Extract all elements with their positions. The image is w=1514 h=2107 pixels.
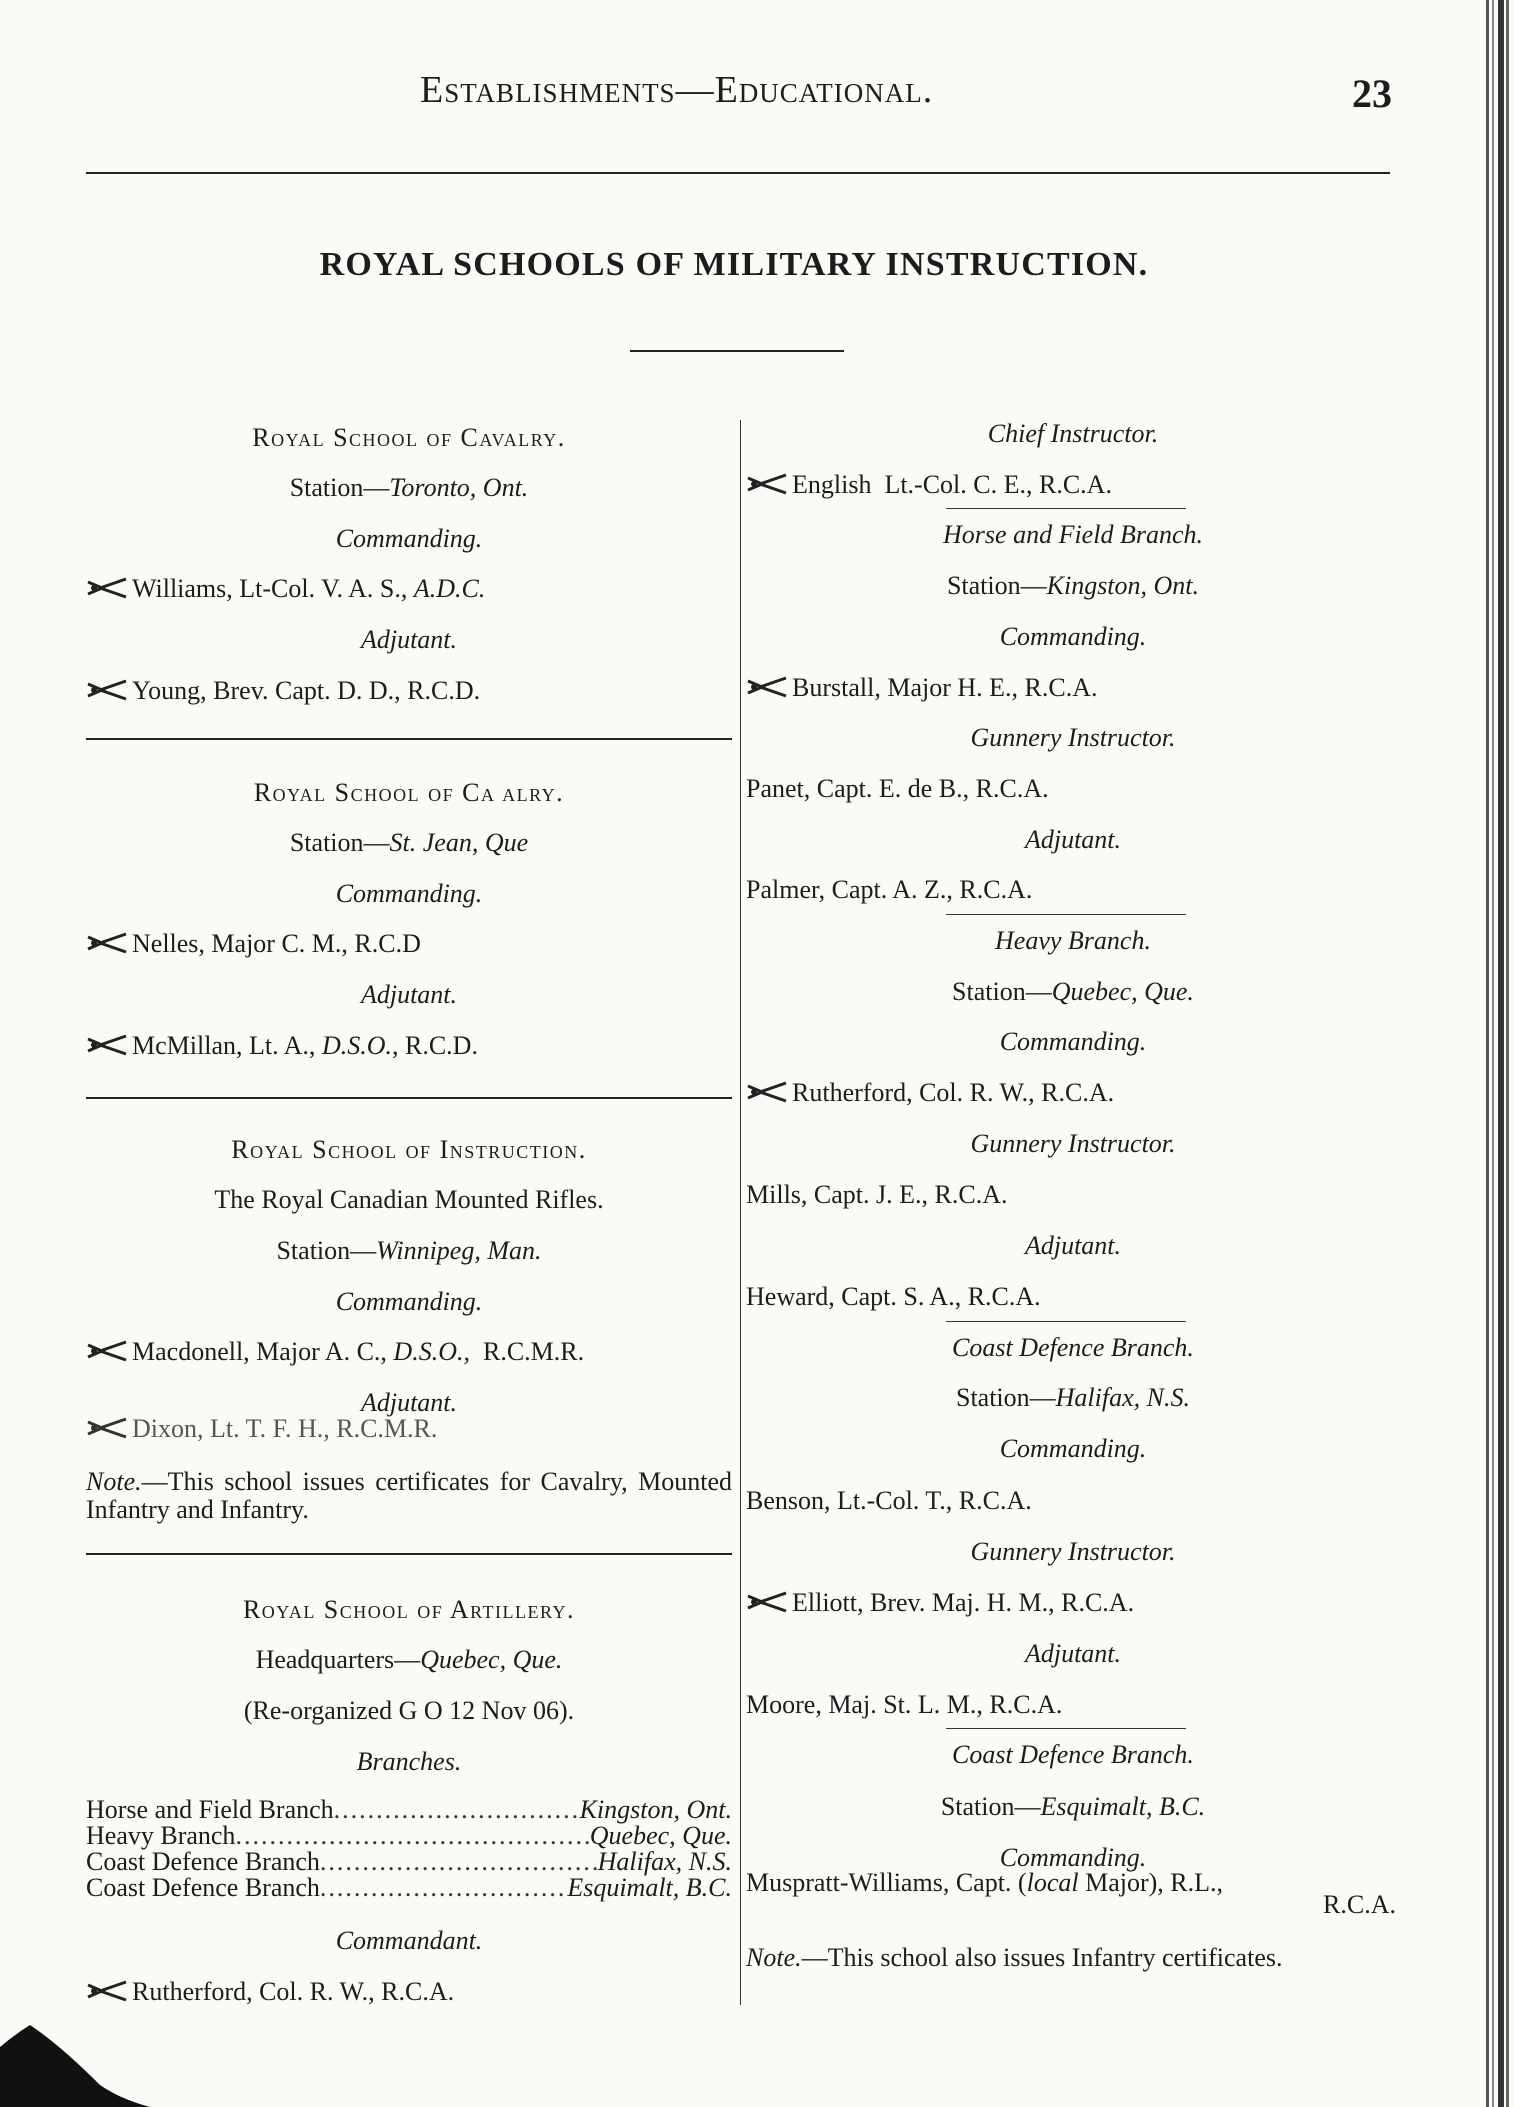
school-note: Note.—This school also issues Infantry certificates.	[746, 1943, 1283, 1972]
crossed-swords-icon	[86, 576, 130, 600]
role-label: Commanding.	[999, 622, 1147, 651]
crossed-swords-icon	[86, 1416, 130, 1440]
branch-rule	[946, 914, 1186, 915]
section-heading: Royal School of Ca alry.	[253, 778, 565, 807]
officer-entry: Benson, Lt.-Col. T., R.C.A.	[746, 1486, 1032, 1515]
role-label: Commanding.	[999, 1027, 1147, 1056]
role-label: Chief Instructor.	[987, 419, 1159, 448]
branch-heading: Coast Defence Branch.	[952, 1740, 1194, 1769]
crossed-swords-icon	[746, 1590, 790, 1614]
role-label: Adjutant.	[360, 625, 458, 654]
officer-entry-continuation: R.C.A.	[1323, 1890, 1396, 1919]
title-rule	[630, 350, 844, 352]
branch-rule	[946, 1728, 1186, 1729]
officer-entry: Williams, Lt-Col. V. A. S., A.D.C.	[86, 574, 485, 604]
officer-entry: Panet, Capt. E. de B., R.C.A.	[746, 774, 1049, 803]
officer-entry: Palmer, Capt. A. Z., R.C.A.	[746, 875, 1033, 904]
role-label: Commanding.	[999, 1434, 1147, 1463]
officer-entry: Burstall, Major H. E., R.C.A.	[746, 673, 1098, 703]
station-line: Station—Esquimalt, B.C.	[940, 1792, 1206, 1821]
officer-entry: Mills, Capt. J. E., R.C.A.	[746, 1180, 1008, 1209]
station-line: Station—Kingston, Ont.	[946, 571, 1200, 600]
column-divider	[740, 420, 741, 2005]
crossed-swords-icon	[86, 931, 130, 955]
crossed-swords-icon	[86, 678, 130, 702]
branch-heading: Coast Defence Branch.	[952, 1333, 1194, 1362]
school-note: Note.—This school issues certificates for Cavalry, Mounted Infantry and Infantry.	[86, 1467, 732, 1524]
section-heading: Royal School of Instruction.	[231, 1135, 587, 1164]
role-label: Gunnery Instructor.	[970, 1537, 1176, 1566]
station-line: Station—Winnipeg, Man.	[276, 1236, 542, 1265]
branch-rule	[946, 1321, 1186, 1322]
crossed-swords-icon	[746, 675, 790, 699]
officer-entry: Young, Brev. Capt. D. D., R.C.D.	[86, 676, 480, 706]
crossed-swords-icon	[86, 1339, 130, 1363]
branch-row: Horse and Field Branch ..... Kingston, Ont.	[86, 1797, 732, 1823]
role-label: Commandant.	[335, 1926, 483, 1955]
crossed-swords-icon	[746, 1080, 790, 1104]
branch-row: Heavy Branch ..... Quebec, Que.	[86, 1823, 732, 1849]
branch-list	[86, 1797, 732, 1901]
branch-row: Coast Defence Branch ..... Esquimalt, B.C.	[86, 1875, 732, 1901]
role-label: Adjutant.	[1024, 825, 1122, 854]
officer-entry: Macdonell, Major A. C., D.S.O., R.C.M.R.	[86, 1337, 584, 1367]
role-label: Gunnery Instructor.	[970, 1129, 1176, 1158]
officer-entry: Dixon, Lt. T. F. H., R.C.M.R.	[86, 1414, 437, 1444]
role-label: Commanding.	[335, 879, 483, 908]
branch-heading: Heavy Branch.	[995, 926, 1151, 955]
crossed-swords-icon	[86, 1033, 130, 1057]
section-rule	[86, 738, 732, 740]
role-label: Adjutant.	[1024, 1639, 1122, 1668]
officer-entry: Moore, Maj. St. L. M., R.C.A.	[746, 1690, 1063, 1719]
station-line: Station—Halifax, N.S.	[955, 1383, 1190, 1412]
officer-entry: Heward, Capt. S. A., R.C.A.	[746, 1282, 1041, 1311]
running-head: Establishments—Educational.	[420, 69, 934, 111]
officer-entry: English Lt.-Col. C. E., R.C.A.	[746, 470, 1112, 500]
reorganization-note: (Re-organized G O 12 Nov 06).	[243, 1696, 575, 1725]
headquarters-line: Headquarters—Quebec, Que.	[255, 1645, 563, 1674]
section-rule	[86, 1553, 732, 1555]
section-rule	[86, 1097, 732, 1099]
officer-entry: Nelles, Major C. M., R.C.D	[86, 929, 421, 959]
officer-entry: Rutherford, Col. R. W., R.C.A.	[86, 1977, 454, 2007]
branch-rule	[946, 508, 1186, 509]
branches-label: Branches.	[356, 1747, 462, 1776]
role-label: Commanding.	[335, 524, 483, 553]
branch-row: Coast Defence Branch ..... Halifax, N.S.	[86, 1849, 732, 1875]
officer-entry: Rutherford, Col. R. W., R.C.A.	[746, 1078, 1114, 1108]
unit-name: The Royal Canadian Mounted Rifles.	[214, 1185, 604, 1214]
role-label: Adjutant.	[360, 1388, 458, 1417]
header-rule	[86, 172, 1390, 174]
role-label: Commanding.	[999, 1843, 1147, 1872]
section-heading: Royal School of Cavalry.	[252, 423, 566, 452]
role-label: Adjutant.	[360, 980, 458, 1009]
officer-entry: McMillan, Lt. A., D.S.O., R.C.D.	[86, 1031, 478, 1061]
station-line: Station—Toronto, Ont.	[289, 473, 529, 502]
officer-entry: Muspratt-Williams, Capt. (local Major), R.L.,	[746, 1868, 1224, 1897]
scan-corner-shadow	[0, 1975, 150, 2107]
page-edge-shadow	[1478, 0, 1514, 2107]
role-label: Commanding.	[335, 1287, 483, 1316]
branch-heading: Horse and Field Branch.	[943, 520, 1203, 549]
crossed-swords-icon	[746, 472, 790, 496]
officer-entry: Elliott, Brev. Maj. H. M., R.C.A.	[746, 1588, 1134, 1618]
page-title: ROYAL SCHOOLS OF MILITARY INSTRUCTION.	[319, 246, 1149, 283]
station-line: Station—St. Jean, Que	[289, 828, 529, 857]
station-line: Station—Quebec, Que.	[952, 977, 1194, 1006]
role-label: Adjutant.	[1024, 1231, 1122, 1260]
page-number: 23	[1352, 71, 1392, 116]
role-label: Gunnery Instructor.	[970, 723, 1176, 752]
section-heading: Royal School of Artillery.	[242, 1595, 576, 1624]
